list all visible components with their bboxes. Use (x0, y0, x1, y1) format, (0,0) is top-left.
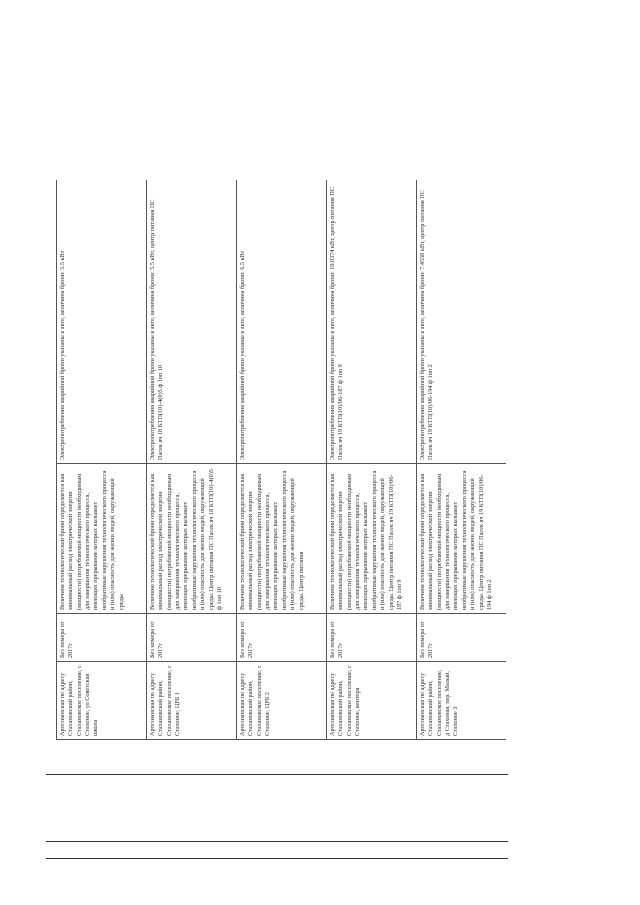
cell-description: Величина технологической брони определяется как минимальный расход электрической энергии (мощности) потребляемой мощности необходимым для завершения технологического процесса, имеющих прерывание которых вызывает необратимые нарушения технологического процесса и (или) опасность для жизни людей, окружающей среды. Центр питания ПС Пасек яч 19 КТП(10)/06-194 ф 1оп 2 (417, 464, 507, 614)
horizontal-rule (46, 774, 508, 775)
cell-address: Артезианская по адресу Стахановский район, Стахановское поселение, с Стахоное, контора (327, 662, 417, 740)
cell-description: Величина технологической брони определяется как минимальный расход электрической энергии (мощности) потребляемой мощности необходимым для завершения технологического процесса, имеющих прерывание которых вызывает необратимые нарушения технологического процесса и (или) опасность для жизни людей, окружающей среды. Центр питания (237, 464, 327, 614)
cell-address: Артезианская по адресу Стахановский район, Стахановское поселение, с Стахоное, ЦРБ 2 (237, 662, 327, 740)
table-row (237, 180, 327, 740)
cell-result: Электропотребления аварийной брони указаны в акте, величина брони: 5.5 кВт, центр питания ПС Пасек яч 18 КТП(10)-4(0)5 ф 1оп 10 (147, 180, 237, 464)
cell-description: Величина технологической брони определяется как минимальный расход электрической энергии (мощности) потребляемой мощности необходимым для завершения технологического процесса, имеющих прерывание которых вызывает необратимые нарушения технологического процесса и (или) опасность для жизни людей, окружающей среды. Центр питания ПС Пасек яч 18 КТП(10)-4(0)5 ф 1оп 10 (147, 464, 237, 614)
cell-document: Без номера от 2017г (237, 614, 327, 662)
cell-address: Артезианская по адресу Стахановский район, Стахановское поселение, д Стахоная, пер. Малый, Стахоное 3 (417, 662, 507, 740)
cell-document: Без номера от 2017г (57, 614, 147, 662)
cell-address: Артезианская по адресу Стахановский район, Стахановское поселение, с Стахоное, ЦРБ 1 (147, 662, 237, 740)
cell-document: Без номера от 2017г (327, 614, 417, 662)
cell-result: Электропотребления аварийной брони указаны в акте, величина брони: 5.5 кВт (57, 180, 147, 464)
table-row (327, 180, 417, 740)
cell-description: Величина технологической брони определяется как минимальный расход электрической энергии (мощности) потребляемой мощности необходимым для завершения технологического процесса, имеющих прерывание которых вызывает необратимые нарушения технологического процесса и (или) опасность для жизни людей, окружающей среды. Центр питания ПС Пасек яч 19 КТП(10)/06-187 ф 1оп 9 (327, 464, 417, 614)
table-row (147, 180, 237, 740)
cell-address: Артезианская по адресу Стахановский район, Стахановское поселение, с Стахоное, ул Советская школа (57, 662, 147, 740)
table-row (57, 180, 147, 740)
emergency-reserve-table (56, 180, 506, 740)
table-row (417, 180, 507, 740)
cell-document: Без номера от 2017г (147, 614, 237, 662)
cell-description: Величина технологической брони определяется как минимальный расход электрической энергии (мощности) потребляемой мощности необходимым для завершения технологического процесса, имеющих прерывание которых вызывает необратимые нарушения технологического процесса и (или) опасность для жизни людей, окружающей среды (57, 464, 147, 614)
cell-document: Без номера от 2017г (417, 614, 507, 662)
cell-result: Электропотребления аварийной брони указаны в акте, величина брони: 10.0374 кВт, центр питания ПС Пасек яч 19 КТП(10)/06-187 ф 1оп 9 (327, 180, 417, 464)
horizontal-rule (46, 841, 508, 842)
rotated-table-wrapper (56, 180, 506, 740)
cell-result: Электропотребления аварийной брони указаны в акте, величина брони: 6.5 кВт (237, 180, 327, 464)
cell-result: Электропотребления аварийной брони указаны в акте, величина брони: 7.4558 кВт, центр питания ПС Пасек яч 19 КТП(10)/06-194 ф 1оп 2 (417, 180, 507, 464)
horizontal-rule (46, 858, 508, 859)
